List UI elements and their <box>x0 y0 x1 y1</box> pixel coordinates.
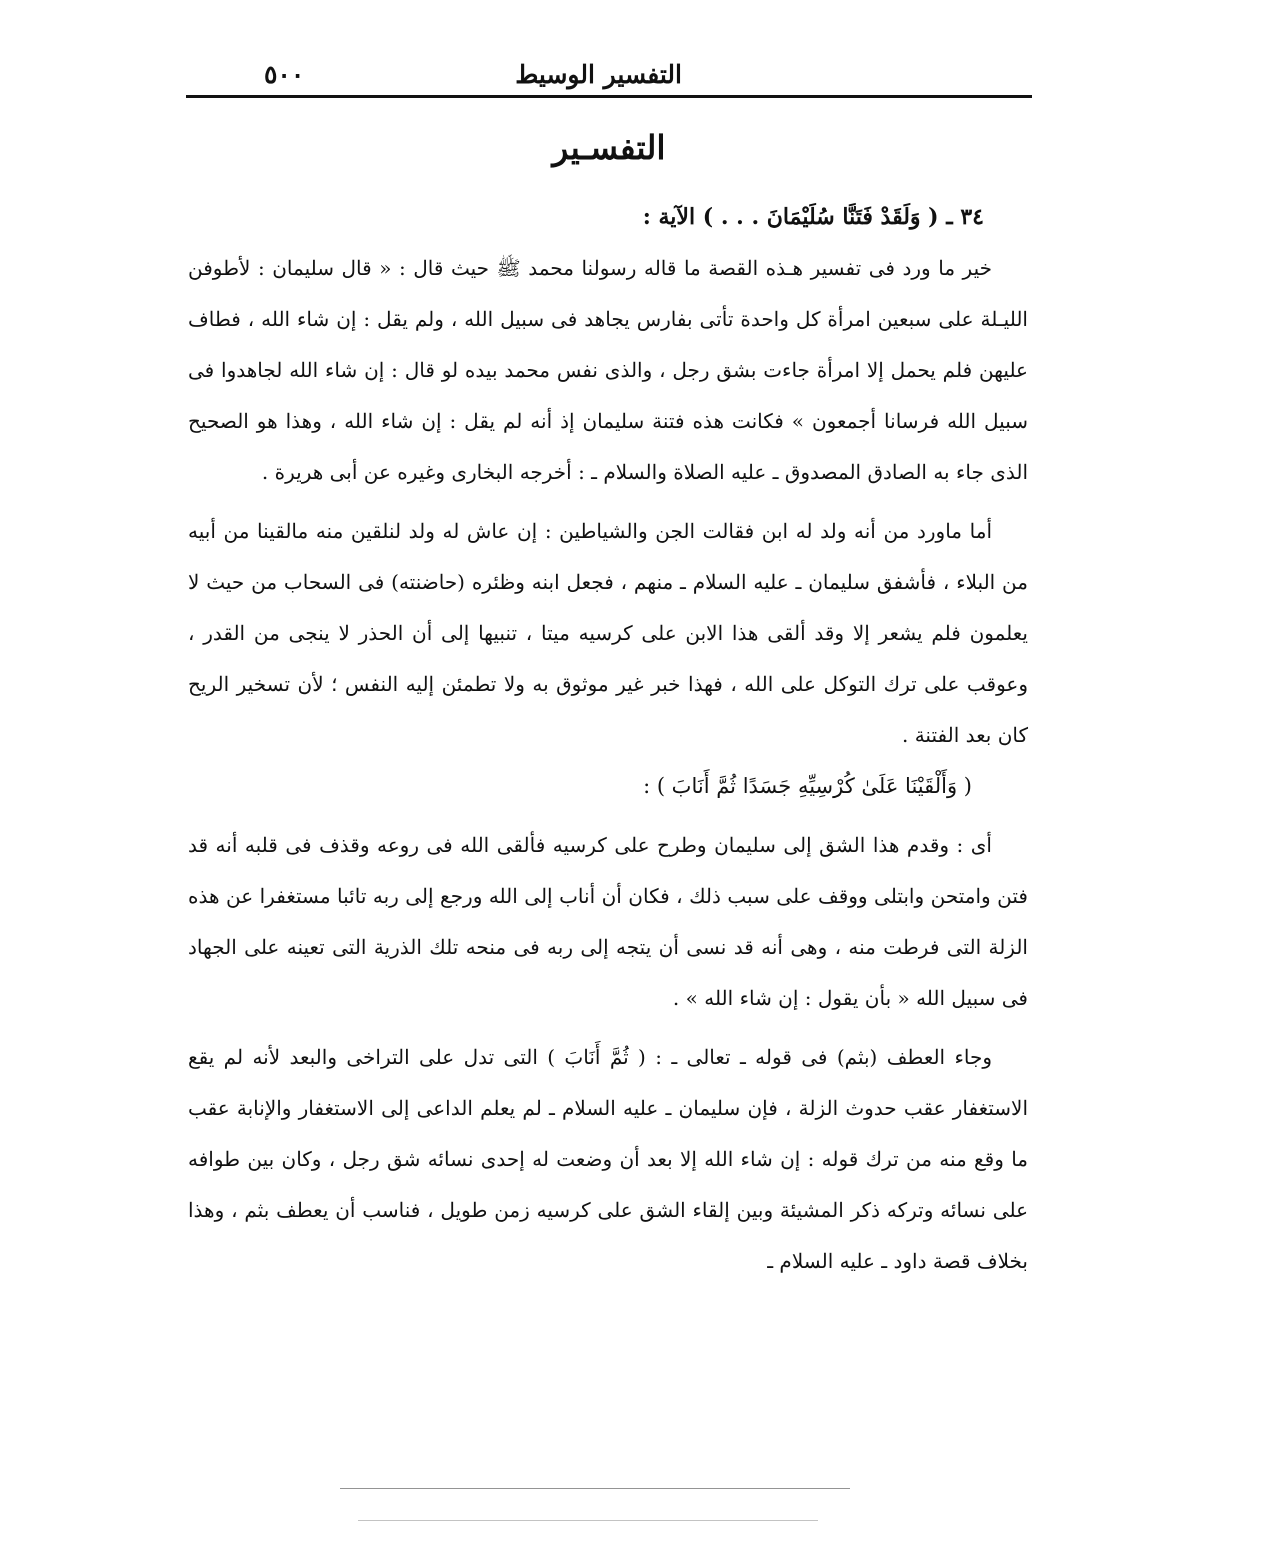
verse-line: ( وَأَلْقَيْنَا عَلَىٰ كُرْسِيِّهِ جَسَدًا ثُمَّ أَنَابَ ) : <box>643 774 972 798</box>
running-header <box>186 52 1032 94</box>
bottom-scan-line <box>340 1488 850 1489</box>
verse-heading: ٣٤ ـ ( وَلَقَدْ فَتَنَّا سُلَيْمَانَ . . . ) الآية : <box>642 204 984 230</box>
bottom-scan-line <box>358 1520 818 1521</box>
section-title: التفسـير <box>552 128 666 167</box>
paragraph-rejected-report: أما ماورد من أنه ولد له ابن فقالت الجن والشياطين : إن عاش له ولد لنلقين منه مالقينا من أبيه من البلاء ، فأشفق سليمان ـ عليه السلام ـ منهم ، فجعل ابنه وظئره (حاضنته) فى السحاب من حيث لا يعلمون فلم يشعر إلا وقد ألقى هذا الابن على كرسيه ميتا ، تنبيها إلى أن الحذر لا ينجى من القدر ، وعوقب على ترك التوكل على الله ، فهذا خبر غير موثوق به ولا تطمئن إليه النفس ؛ لأن تسخير الريح كان بعد الفتنة . <box>188 519 1028 747</box>
header-rule <box>186 95 1032 98</box>
paragraph-hadith: خير ما ورد فى تفسير هـذه القصة ما قاله رسولنا محمد ﷺ حيث قال : « قال سليمان : لأطوفن الليـلة على سبعين امرأة كل واحدة تأتى بفارس يجاهد فى سبيل الله ، ولم يقل : إن شاء الله ، فطاف عليهن فلم يحمل إلا امرأة جاءت بشق رجل ، والذى نفس محمد بيده لو قال : إن شاء الله لجاهدوا فى سبيل الله فرسانا أجمعون » فكانت هذه فتنة سليمان إذ أنه لم يقل : إن شاء الله ، وهذا هو الصحيح الذى جاء به الصادق المصدوق ـ عليه الصلاة والسلام ـ : أخرجه البخارى وغيره عن أبى هريرة . <box>188 256 1028 484</box>
paragraph-explanation: أى : وقدم هذا الشق إلى سليمان وطرح على كرسيه فألقى الله فى روعه وقذف فى قلبه أنه قد فتن وامتحن وابتلى ووقف على سبب ذلك ، فكان أن أناب إلى الله ورجع إلى ربه تائبا مستغفرا عن هذه الزلة التى فرطت منه ، وهى أنه قد نسى أن يتجه إلى ربه فى منحه تلك الذرية التى تعينه على الجهاد فى سبيل الله « بأن يقول : إن شاء الله » . <box>188 833 1028 1010</box>
paragraph-conjunction: وجاء العطف (بثم) فى قوله ـ تعالى ـ : ( ثُمَّ أَنَابَ ) التى تدل على التراخى والبعد لأنه لم يقع الاستغفار عقب حدوث الزلة ، فإن سليمان ـ عليه السلام ـ لم يعلم الداعى إلى الاستغفار والإنابة عقب ما وقع منه من ترك قوله : إن شاء الله إلا بعد أن وضعت له إحدى نسائه شق رجل ، وكان بين طوافه على نسائه وتركه ذكر المشيئة وبين إلقاء الشق على كرسيه زمن طويل ، فناسب أن يعطف بثم ، وهذا بخلاف قصة داود ـ عليه السلام ـ <box>188 1045 1028 1273</box>
body-text <box>188 192 1028 1287</box>
running-title: التفسير الوسيط <box>515 60 682 89</box>
page-number: ٥٠٠ <box>264 60 305 89</box>
